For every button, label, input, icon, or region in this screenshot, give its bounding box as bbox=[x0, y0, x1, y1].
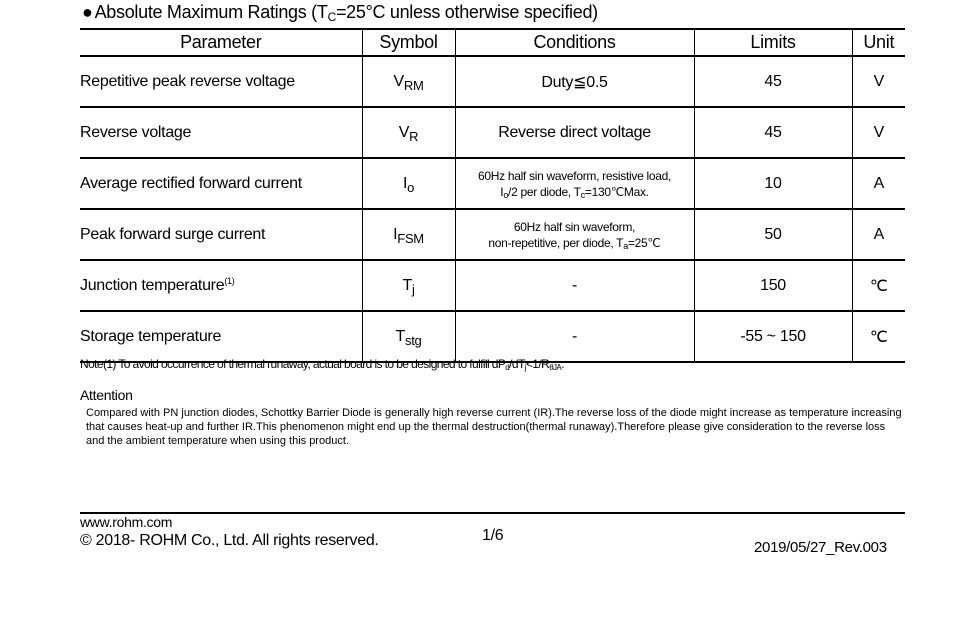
unit-cell: A bbox=[852, 158, 905, 209]
limits-cell: 45 bbox=[694, 56, 852, 107]
parameter-cell: Repetitive peak reverse voltage bbox=[80, 56, 362, 107]
conditions-cell: - bbox=[455, 260, 694, 311]
table-header-row bbox=[80, 29, 905, 56]
limits-cell: -55 ~ 150 bbox=[694, 311, 852, 362]
symbol-cell: $V_R$ bbox=[362, 107, 455, 158]
table-row bbox=[80, 158, 905, 209]
conditions-cell: Reverse direct voltage bbox=[455, 107, 694, 158]
conditions-cell: 60Hz half sin waveform, resistive load, $I_o/2$ per diode, $T_c=130℃Max$. bbox=[455, 158, 694, 209]
symbol-cell: $V_{RM}$ bbox=[362, 56, 455, 107]
parameter-cell: Storage temperature bbox=[80, 311, 362, 362]
header-limits: Limits bbox=[694, 29, 852, 56]
conditions-cell: - bbox=[455, 311, 694, 362]
conditions-cell: 60Hz half sin waveform, non-repetitive, per diode, $T_a=25℃$ bbox=[455, 209, 694, 260]
parameter-cell: Reverse voltage bbox=[80, 107, 362, 158]
parameter-cell: Average rectified forward current bbox=[80, 158, 362, 209]
footer-divider bbox=[80, 512, 905, 514]
unit-cell: V bbox=[852, 56, 905, 107]
unit-cell: ℃ bbox=[852, 311, 905, 362]
symbol-cell: $T_{stg}$ bbox=[362, 311, 455, 362]
table-row bbox=[80, 260, 905, 311]
copyright-text: © 2018- ROHM Co., Ltd. All rights reserved. bbox=[80, 532, 379, 549]
unit-cell: ℃ bbox=[852, 260, 905, 311]
footnote: Note(1) To avoid occurrence of thermal runaway, actual board is to be designed to fulfill $dP_d/dT_j<1/R_{\theta JA}$. bbox=[80, 357, 564, 372]
header-unit: Unit bbox=[852, 29, 905, 56]
section-title: ● Absolute Maximum Ratings ($T_C=25^\circ C$ unless otherwise specified) bbox=[82, 2, 598, 24]
ratings-table bbox=[80, 28, 905, 363]
limits-cell: 150 bbox=[694, 260, 852, 311]
header-parameter: Parameter bbox=[80, 29, 362, 56]
attention-heading: Attention bbox=[80, 387, 133, 403]
attention-body: Compared with PN junction diodes, Schottky Barrier Diode is generally high reverse current (IR).The reverse loss of the diode might increase as temperature increasing that causes heat-up and further IR.This phenomenon might end up the thermal destruction(thermal runaway).Therefore please give consideration to the reverse loss and the ambient temperature when using this product. bbox=[86, 407, 902, 447]
limits-cell: 45 bbox=[694, 107, 852, 158]
table-row bbox=[80, 56, 905, 107]
header-conditions: Conditions bbox=[455, 29, 694, 56]
bullet-icon: ● bbox=[82, 2, 93, 22]
limits-cell: 10 bbox=[694, 158, 852, 209]
symbol-cell: $T_j$ bbox=[362, 260, 455, 311]
table-row bbox=[80, 107, 905, 158]
page-number: 1/6 bbox=[482, 527, 504, 544]
table-row bbox=[80, 311, 905, 362]
parameter-cell: Junction temperature$^{(1)}$ bbox=[80, 260, 362, 311]
unit-cell: A bbox=[852, 209, 905, 260]
conditions-cell: Duty≦0.5 bbox=[455, 56, 694, 107]
website-link[interactable]: www.rohm.com bbox=[80, 514, 173, 530]
limits-cell: 50 bbox=[694, 209, 852, 260]
table-row bbox=[80, 209, 905, 260]
revision-date: 2019/05/27_Rev.003 bbox=[754, 539, 887, 556]
parameter-cell: Peak forward surge current bbox=[80, 209, 362, 260]
header-symbol: Symbol bbox=[362, 29, 455, 56]
unit-cell: V bbox=[852, 107, 905, 158]
symbol-cell: $I_o$ bbox=[362, 158, 455, 209]
symbol-cell: $I_{FSM}$ bbox=[362, 209, 455, 260]
